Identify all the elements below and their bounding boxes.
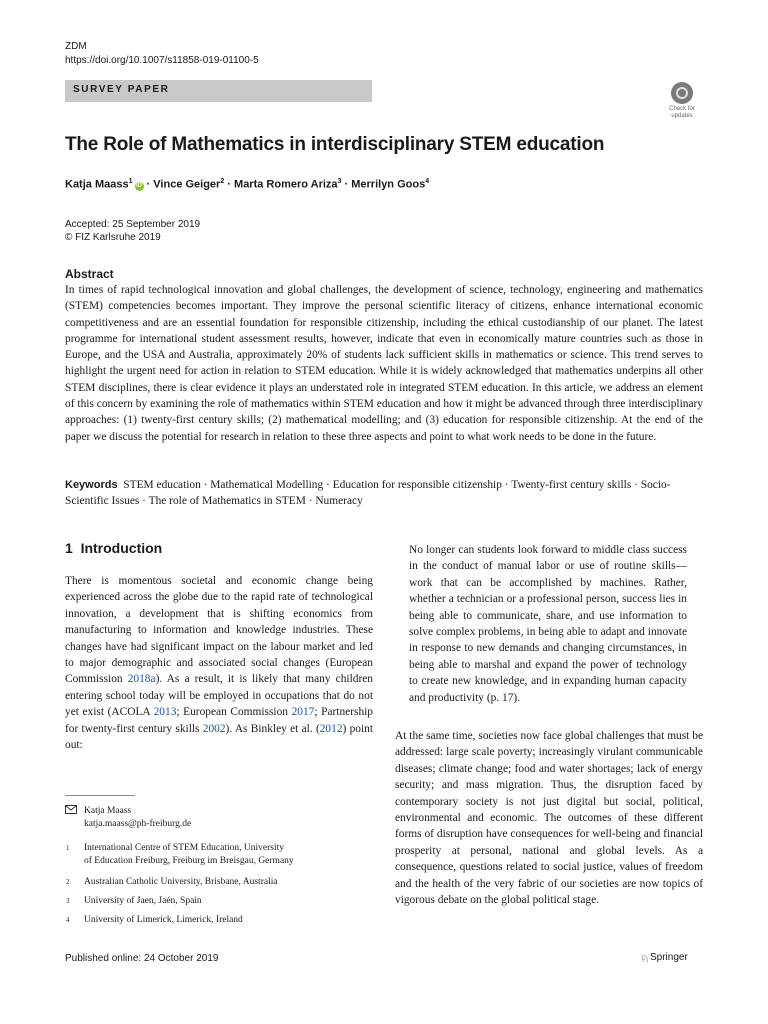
contact-email[interactable]: katja.maass@ph-freiburg.de	[84, 819, 192, 829]
affiliation-marker: 4	[425, 178, 430, 185]
abstract-text: In times of rapid technological innovation and global challenges, the development of science, technology, engineering and mathematics (STEM) competencies becomes important. They improve the personal scientific literacy of citizens, enhance international economic competitiveness and are an essential foundation for responsible citizenship, including the ethical custodianship of our planet. The latest programme for international student assessment results, however, indicate that even in economically mature countries such as those in Europe, and the USA and Australia, approximately 20% of students lack sufficient skills in mathematics or science. This trend serves to highlight the urgent need for action in relation to STEM education. While it is widely acknowledged that mathematics underpins all other STEM disciplines, there is clear evidence it plays an understated role in integrated STEM education. In this article, we address an element of this concern by examining the role of mathematics within STEM education and how it might be advanced through three interdisciplinary approaches: (1) twenty-first century skills; (2) mathematical modelling; and (3) education for responsible citizenship. At the end of the paper we discuss the potential for research in relation to these three aspects and point to what work needs to be done in the future.	[65, 284, 703, 443]
copyright-notice: © FIZ Karlsruhe 2019	[65, 232, 161, 243]
citation-link[interactable]: 2013	[153, 706, 177, 719]
block-quote: No longer can students look forward to middle class success in the conduct of manual labor or use of routine skills—work that can be accomplished by machines. Rather, whether a technician or a professional person, success lies in being able to communicate, share, and use information to solve complex problems, in being able to adapt and innovate in response to new demands and changing circumstances, in being able to marshal and expand the power of technology to create new knowledge, and in expanding human capacity and productivity (p. 17).	[409, 544, 687, 704]
footnote-rule	[65, 795, 135, 796]
keywords-block	[65, 477, 705, 510]
affiliation-2: Australian Catholic University, Brisbane, Australia	[84, 877, 278, 887]
affiliation-number: 2	[66, 878, 70, 886]
section-number: 1	[65, 540, 73, 556]
affiliation-1: International Centre of STEM Education, University of Education Freiburg, Freiburg im Breisgau, Germany	[84, 843, 294, 866]
publisher-logo: Springer	[650, 952, 688, 963]
accepted-date: Accepted: 25 September 2019	[65, 219, 201, 230]
check-line2: updates	[671, 113, 693, 119]
affiliation-number: 1	[66, 844, 70, 852]
affiliation-number: 4	[66, 916, 70, 924]
article-type-banner	[65, 80, 372, 102]
paper-title: The Role of Mathematics in interdisciplinary STEM education	[65, 134, 605, 155]
intro-paragraph: There is momentous societal and economic change being experienced across the globe due to the rapid rate of technological innovation, a development that is shifting economics from manufacturing to information and knowledge industries. These changes have had significant impact on the labour market and led to major demographic and associated social changes (European Commission 2018a). As a result, it is likely that many children entering school today will be employed in occupations that do not yet exist (ACOLA 2013; European Commission 2017; Partnership for twenty-first century skills 2002). As Binkley et al. (2012) point out:	[65, 575, 373, 752]
body-paragraph: At the same time, societies now face global challenges that must be addressed: large scale poverty; increasingly virulant communicable diseases; climate change; food and water shortages; lack of energy security; and mass migration. Thus, the disruption faced by contemporary society is not just digital but social, political, environmental and economic. The outcomes of these different forms of disruption have consequences for well-being and financial prosperity at personal, national and global levels. As a consequence, questions related to social justice, values of freedom and the health of the very fabric of our societies are now topics of vigorous debate on the global political stage.	[395, 730, 703, 907]
affiliation-4: University of Limerick, Limerick, Ireland	[84, 915, 243, 925]
citation-link[interactable]: 2017	[291, 706, 315, 719]
author-name[interactable]: Vince Geiger	[153, 178, 221, 191]
section-heading	[65, 540, 162, 556]
contact-name: Katja Maass	[84, 806, 132, 816]
author-name[interactable]: Merrilyn Goos	[351, 178, 426, 191]
doi-link[interactable]: https://doi.org/10.1007/s11858-019-01100-5	[65, 55, 259, 66]
keywords-label: Keywords	[65, 479, 118, 491]
journal-name: ZDM	[65, 41, 87, 52]
check-for-updates-icon[interactable]	[662, 82, 702, 124]
affiliation-marker: 1	[128, 178, 133, 185]
article-type-label: SURVEY PAPER	[73, 84, 170, 95]
affiliation-marker: 3	[337, 178, 342, 185]
author-list: Katja Maass$^1$iD · Vince Geiger$^2$ · Marta Romero Ariza$^3$ · Merrilyn Goos$^4$	[65, 178, 430, 191]
citation-link[interactable]: 2002	[202, 722, 226, 735]
abstract-heading: Abstract	[65, 267, 114, 281]
affiliation-number: 3	[66, 897, 70, 905]
citation-link[interactable]: 2018a	[127, 673, 156, 686]
section-title: Introduction	[80, 540, 163, 556]
envelope-icon[interactable]	[65, 805, 77, 818]
citation-link[interactable]: 2012	[319, 722, 343, 735]
check-line1: Check for	[669, 106, 695, 112]
affiliation-3: University of Jaen, Jaén, Spain	[84, 896, 202, 906]
keywords-text: STEM education · Mathematical Modelling · Education for responsible citizenship · Twenty-first century skills · Socio-Scientific Issues · The role of Mathematics in STEM · Numeracy	[65, 479, 671, 508]
author-name[interactable]: Marta Romero Ariza	[234, 178, 338, 191]
springer-horse-icon: ♘	[640, 953, 650, 965]
orcid-icon[interactable]: iD	[136, 182, 142, 189]
affiliation-marker: 2	[220, 178, 225, 185]
published-date: Published online: 24 October 2019	[65, 953, 219, 964]
author-name[interactable]: Katja Maass	[65, 178, 129, 191]
